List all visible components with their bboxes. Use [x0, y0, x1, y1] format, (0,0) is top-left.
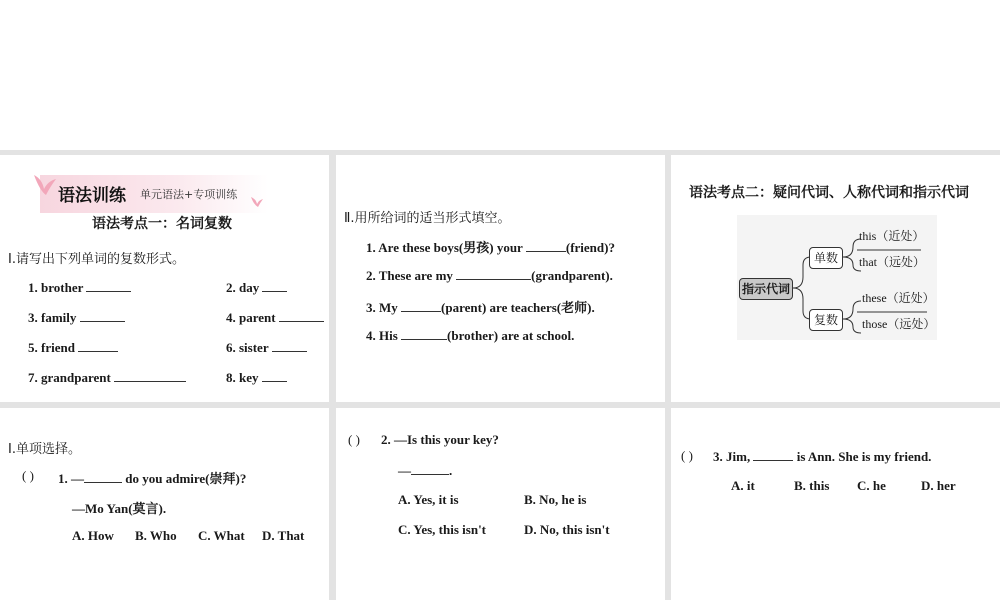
- option-d[interactable]: D. No, this isn't: [524, 522, 610, 537]
- answer-blank[interactable]: [526, 239, 566, 252]
- list-item: 8. key: [226, 369, 287, 386]
- answer-paren[interactable]: ( ): [22, 468, 34, 483]
- list-item: 6. sister: [226, 339, 307, 356]
- instruction: Ⅱ.用所给词的适当形式填空。: [344, 211, 511, 226]
- list-item: 5. friend: [28, 339, 118, 356]
- mind-map: [737, 215, 937, 340]
- answer-blank[interactable]: [114, 369, 186, 382]
- option-c[interactable]: C. he: [857, 478, 886, 493]
- answer-blank[interactable]: [262, 279, 287, 292]
- question-2: 2. These are my (grandparent).: [366, 268, 613, 283]
- option-a[interactable]: A. Yes, it is: [398, 492, 459, 507]
- question-3: 3. Jim, is Ann. She is my friend.: [713, 449, 932, 464]
- question-2: 2. —Is this your key?: [381, 432, 499, 447]
- answer-blank[interactable]: [401, 299, 441, 312]
- list-item: 2. day: [226, 279, 287, 296]
- option-b[interactable]: B. No, he is: [524, 492, 587, 507]
- answer-paren[interactable]: ( ): [681, 448, 693, 463]
- option-c[interactable]: C. Yes, this isn't: [398, 522, 487, 537]
- leaf-this: this（近处）: [859, 229, 925, 243]
- answer-blank[interactable]: [78, 339, 118, 352]
- list-item: 7. grandparent: [28, 369, 186, 386]
- answer-blank[interactable]: [279, 309, 324, 322]
- question-3: 3. My (parent) are teachers(老师).: [366, 300, 595, 315]
- bird-icon: [32, 171, 58, 201]
- option-d[interactable]: D. her: [921, 478, 956, 493]
- answer-blank[interactable]: [86, 279, 131, 292]
- answer-blank[interactable]: [401, 327, 447, 340]
- panel-choice-2: [336, 408, 665, 600]
- section-banner: [40, 175, 268, 213]
- reply-line: — .: [398, 463, 453, 478]
- list-item: 1. brother: [28, 279, 131, 296]
- singular-node: 单数: [809, 247, 843, 269]
- option-b[interactable]: B. this: [794, 478, 830, 493]
- instruction: Ⅰ.单项选择。: [8, 442, 81, 457]
- section-heading: 语法考点二：疑问代词、人称代词和指示代词: [689, 185, 969, 201]
- answer-blank[interactable]: [262, 369, 287, 382]
- leaf-that: that（远处）: [859, 255, 925, 269]
- option-c[interactable]: C. What: [198, 528, 245, 543]
- bird-icon: [250, 195, 264, 209]
- list-item: 3. family: [28, 309, 125, 326]
- panel-noun-plurals: [0, 155, 329, 402]
- option-d[interactable]: D. That: [262, 528, 305, 543]
- section-heading: 语法考点一：名词复数: [92, 216, 232, 232]
- option-a[interactable]: A. How: [72, 528, 114, 543]
- list-item: 4. parent: [226, 309, 324, 326]
- instruction: Ⅰ.请写出下列单词的复数形式。: [8, 252, 185, 267]
- banner-title: 语法训练: [58, 186, 126, 206]
- answer-blank[interactable]: [411, 462, 449, 475]
- question-1: 1. — do you admire(崇拜)?: [58, 471, 247, 486]
- leaf-those: those（远处）: [862, 317, 936, 331]
- answer-paren[interactable]: ( ): [348, 432, 360, 447]
- panel-fill-blanks: [336, 155, 665, 402]
- root-node: 指示代词: [739, 278, 793, 300]
- panel-choice-3: [671, 408, 1000, 600]
- answer-line: —Mo Yan(莫言).: [72, 501, 167, 516]
- option-b[interactable]: B. Who: [135, 528, 177, 543]
- answer-blank[interactable]: [456, 267, 531, 280]
- answer-blank[interactable]: [753, 448, 793, 461]
- answer-blank[interactable]: [84, 470, 122, 483]
- question-4: 4. His (brother) are at school.: [366, 328, 575, 343]
- plural-node: 复数: [809, 309, 843, 331]
- banner-subtitle: 单元语法+专项训练: [140, 188, 238, 201]
- option-a[interactable]: A. it: [731, 478, 755, 493]
- panel-pronoun-map: [671, 155, 1000, 402]
- question-1: 1. Are these boys(男孩) your (friend)?: [366, 240, 615, 255]
- panel-choice-1: [0, 408, 329, 600]
- answer-blank[interactable]: [272, 339, 307, 352]
- leaf-these: these（近处）: [862, 291, 935, 305]
- answer-blank[interactable]: [80, 309, 125, 322]
